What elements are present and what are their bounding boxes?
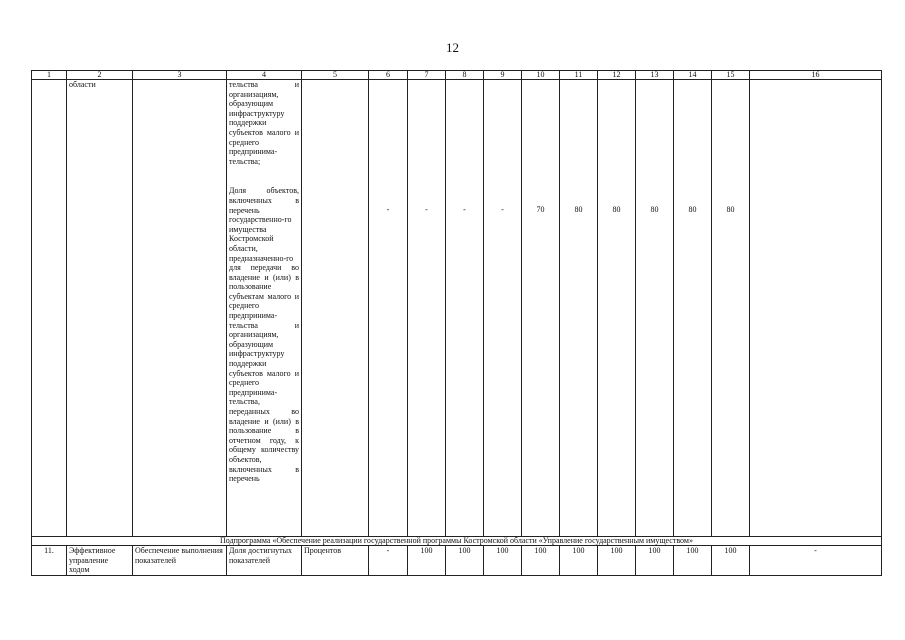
cell-value: - <box>369 80 408 537</box>
header-cell: 12 <box>598 71 636 80</box>
cell-value: 100 <box>674 546 712 576</box>
header-cell: 9 <box>484 71 522 80</box>
cell-value: - <box>446 80 484 537</box>
cell-value: 80 <box>712 80 750 537</box>
page-number: 12 <box>446 40 459 55</box>
subprogram-title: Подпрограмма «Обеспечение реализации государственной программы Костромской области «Управление государственным имуществом» <box>32 537 882 546</box>
cell-value: 80 <box>636 80 674 537</box>
cell-note <box>750 80 882 537</box>
cell-task <box>133 80 227 537</box>
cell-value: 100 <box>484 546 522 576</box>
cell-indicator <box>227 80 302 537</box>
row-number: 11. <box>32 546 67 576</box>
header-cell: 4 <box>227 71 302 80</box>
cell-value: - <box>484 80 522 537</box>
table-row <box>32 546 882 576</box>
cell-unit: Процентов <box>302 546 369 576</box>
header-cell: 11 <box>560 71 598 80</box>
header-cell: 15 <box>712 71 750 80</box>
cell-goal: Эффективное управление ходом <box>67 546 133 576</box>
cell-value: 100 <box>560 546 598 576</box>
cell-unit <box>302 80 369 537</box>
cell-task: Обеспечение выполнения показателей <box>133 546 227 576</box>
header-cell: 6 <box>369 71 408 80</box>
subprogram-row <box>32 537 882 546</box>
cell-value: 100 <box>408 546 446 576</box>
cell-value: 100 <box>598 546 636 576</box>
header-cell: 10 <box>522 71 560 80</box>
cell-value: 100 <box>446 546 484 576</box>
header-cell: 1 <box>32 71 67 80</box>
header-cell: 5 <box>302 71 369 80</box>
header-cell: 16 <box>750 71 882 80</box>
header-cell: 8 <box>446 71 484 80</box>
cell-value: 80 <box>560 80 598 537</box>
header-cell: 2 <box>67 71 133 80</box>
indicator-table <box>31 70 882 576</box>
cell-value: 100 <box>712 546 750 576</box>
cell-value: 100 <box>522 546 560 576</box>
cell-note: - <box>750 546 882 576</box>
cell-goal: области <box>67 80 133 537</box>
indicator-text-part1: тельства и организациям, образующим инфраструктуру поддержки субъектов малого и среднего предпринима-тельства; <box>229 80 299 166</box>
cell-value: 70 <box>522 80 560 537</box>
header-cell: 14 <box>674 71 712 80</box>
cell-value: 80 <box>674 80 712 537</box>
cell-value: 100 <box>636 546 674 576</box>
cell-value: - <box>408 80 446 537</box>
continued-row <box>32 80 882 537</box>
indicator-text-part2: Доля объектов, включенных в перечень государственно-го имущества Костромской области, предназначенно-го для передачи во владение и (или) в пользование субъектам малого и среднего предпринима-тельства и организациям, образующим инфраструктуру поддержки субъектов малого и среднего предпринима-тельства, переданных во владение и (или) в пользование в отчетном году, к общему количеству объектов, включенных в перечень <box>229 186 299 484</box>
cell-value: - <box>369 546 408 576</box>
header-cell: 3 <box>133 71 227 80</box>
header-cell: 13 <box>636 71 674 80</box>
cell-indicator: Доля достигнутых показателей <box>227 546 302 576</box>
cell-number <box>32 80 67 537</box>
header-row <box>32 71 882 80</box>
cell-value: 80 <box>598 80 636 537</box>
header-cell: 7 <box>408 71 446 80</box>
